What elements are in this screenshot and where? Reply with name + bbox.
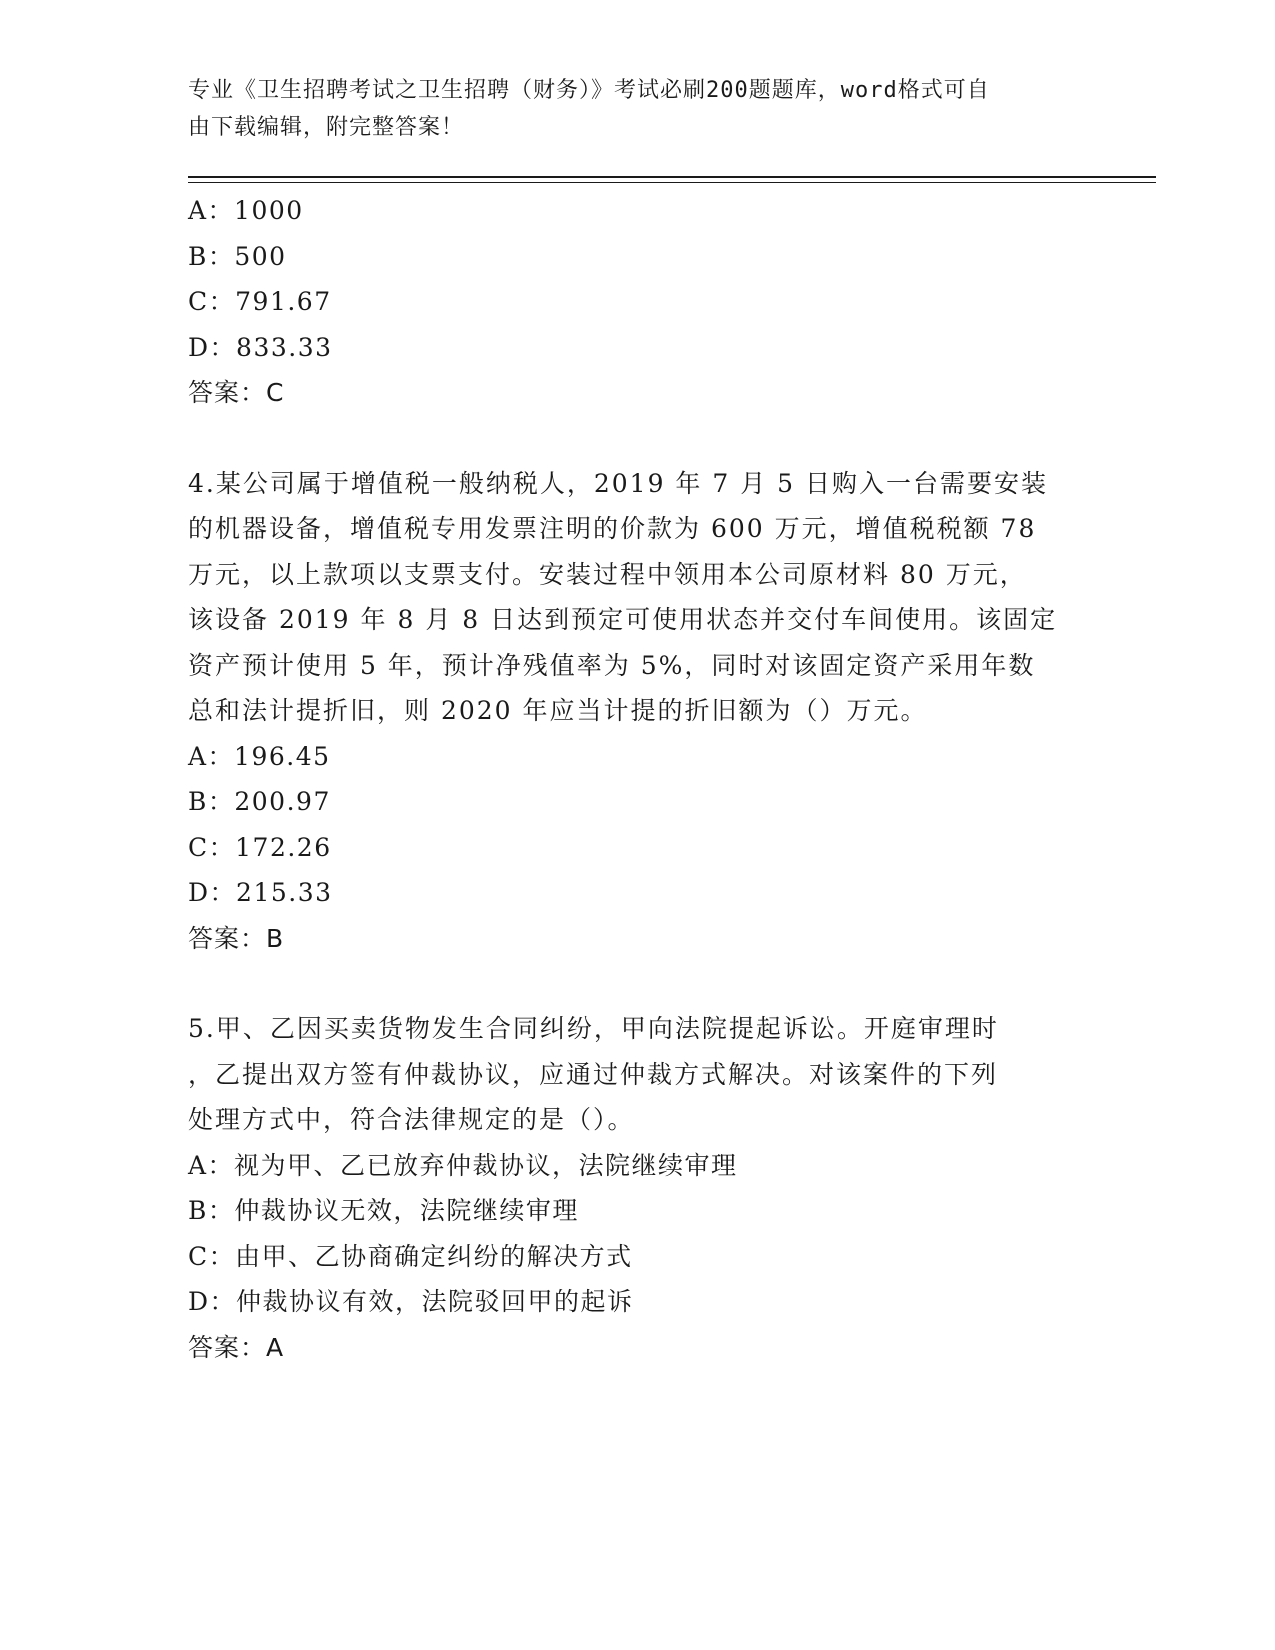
- option-d: D：833.33: [188, 332, 333, 362]
- option-b: B：500: [188, 241, 287, 271]
- option-c: C：由甲、乙协商确定纠纷的解决方式: [188, 1241, 633, 1271]
- header-divider-thick: [188, 176, 1156, 178]
- option-d: D：仲裁协议有效，法院驳回甲的起诉: [188, 1287, 634, 1316]
- spacer: [188, 416, 1088, 461]
- option-a: A：196.45: [188, 741, 331, 771]
- answer-label: 答案：C: [188, 378, 285, 407]
- question-text-line: 总和法计提折旧，则 2020 年应当计提的折旧额为（）万元。: [188, 696, 928, 725]
- question-list: [188, 188, 1088, 1370]
- spacer: [188, 961, 1088, 1006]
- question-text-line: 处理方式中，符合法律规定的是（）。: [188, 1105, 635, 1134]
- option-a: A：视为甲、乙已放弃仲裁协议，法院继续审理: [188, 1150, 738, 1180]
- question-text-line: 万元，以上款项以支票支付。安装过程中领用本公司原材料 80 万元，: [188, 559, 1027, 589]
- header-line-2: 由下载编辑，附完整答案！: [188, 115, 465, 140]
- header-divider-thin: [188, 182, 1156, 183]
- question-text-line: ，乙提出双方签有仲裁协议，应通过仲裁方式解决。对该案件的下列: [188, 1059, 999, 1089]
- option-a: A：1000: [188, 196, 304, 225]
- answer-label: 答案：A: [188, 1332, 285, 1362]
- option-d: D：215.33: [188, 878, 333, 907]
- option-c: C：791.67: [188, 287, 332, 316]
- document-header: [188, 72, 1068, 146]
- option-b: B：200.97: [188, 787, 331, 816]
- question-text-line: 资产预计使用 5 年，预计净残值率为 5%，同时对该固定资产采用年数: [188, 650, 1036, 680]
- question-text-line: 的机器设备，增值税专用发票注明的价款为 600 万元，增值税税额 78: [188, 514, 1037, 543]
- question-3: [188, 188, 1088, 416]
- question-text-line: 4.某公司属于增值税一般纳税人，2019 年 7 月 5 日购入一台需要安装: [188, 468, 1049, 498]
- question-text-line: 5.甲、乙因买卖货物发生合同纠纷，甲向法院提起诉讼。开庭审理时: [188, 1014, 999, 1043]
- question-5: [188, 1006, 1088, 1370]
- question-text-line: 该设备 2019 年 8 月 8 日达到预定可使用状态并交付车间使用。该固定: [188, 605, 1058, 634]
- question-4: [188, 461, 1088, 962]
- answer-label: 答案：B: [188, 923, 285, 953]
- header-line-1: 专业《卫生招聘考试之卫生招聘（财务）》考试必刷200题题库，word格式可自: [188, 78, 990, 103]
- option-c: C：172.26: [188, 832, 332, 862]
- option-b: B：仲裁协议无效，法院继续审理: [188, 1196, 579, 1225]
